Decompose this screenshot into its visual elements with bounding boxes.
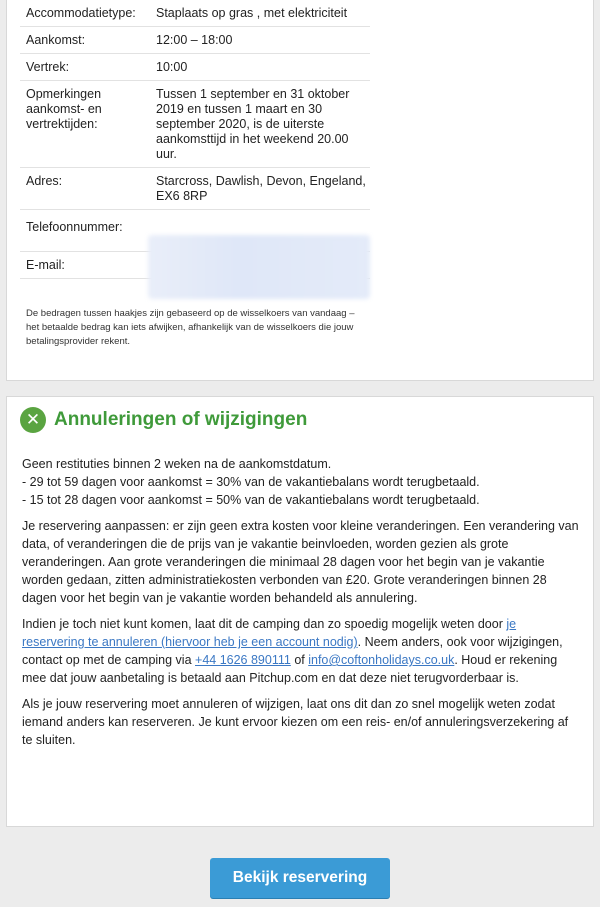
row-label: Aankomst: <box>20 27 150 54</box>
contact-paragraph <box>22 615 580 687</box>
exchange-rate-note: De bedragen tussen haakjes zijn gebaseerd op de wisselkoers van vandaag – het betaalde bedrag kan iets afwijken, afhankelijk van de wisselkoers die jouw betalingsprovider rekent. <box>26 308 355 347</box>
insurance-paragraph: Als je jouw reservering moet annuleren of wijzigen, laat ons dit dan zo snel mogelijk weten zodat iemand anders kan reserveren. Je kunt ervoor kiezen om een reis- en/of annuleringsverzekering af te sluiten. <box>22 697 569 747</box>
contact-text-4: . Houd er rekening mee dat jouw aanbetaling is betaald aan Pitchup.com en dat deze niet terugvorderbaar is. <box>22 653 558 685</box>
table-row <box>20 168 370 210</box>
refund-policy <box>22 455 580 509</box>
table-row <box>20 27 370 54</box>
contact-text-1: Indien je toch niet kunt komen, laat dit de camping dan zo spoedig mogelijk weten door <box>22 617 507 631</box>
x-circle-icon: ✕ <box>20 407 46 433</box>
cancellation-body <box>22 455 580 757</box>
cancellation-title: Annuleringen of wijzigingen <box>54 409 308 430</box>
cancel-reservation-link[interactable]: je reservering te annuleren (hiervoor heb je een account nodig) <box>22 617 517 649</box>
row-value: Staplaats op gras , met elektriciteit <box>150 0 370 27</box>
row-label: E-mail: <box>20 252 150 279</box>
row-value: Starcross, Dawlish, Devon, Engeland, EX6 8RP <box>150 168 370 210</box>
table-row <box>20 81 370 168</box>
row-label: Accommodatietype: <box>20 0 150 27</box>
contact-text-2: . Neem anders, ook voor wijzigingen, contact op met de camping via <box>22 635 563 667</box>
email-link[interactable]: info@coftonholidays.co.uk <box>308 653 455 667</box>
row-label: Telefoonnummer: <box>20 210 150 252</box>
view-reservation-button[interactable]: Bekijk reservering <box>210 858 390 898</box>
row-value: 12:00 – 18:00 <box>150 27 370 54</box>
row-value: Tussen 1 september en 31 oktober 2019 en tussen 1 maart en 30 september 2020, is de uiterste aankomsttijd in het weekend 20.00 uur. <box>150 81 370 168</box>
redacted-contact-info <box>148 235 370 299</box>
contact-text-3: of <box>290 653 309 667</box>
row-value: 10:00 <box>150 54 370 81</box>
table-row <box>20 0 370 27</box>
change-policy: Je reservering aanpassen: er zijn geen extra kosten voor kleine veranderingen. Een verandering van data, of veranderingen die de prijs van je vakantie beinvloeden, worden gezien als grote veranderingen. Aan grote veranderingen die minimaal 28 dagen voor het begin van je vakantie worden gedaan, zitten administratiekosten verbonden van £20. Grote veranderingen binnen 28 dagen voor het begin van je vakantie worden behandeld als annulering. <box>22 519 579 605</box>
table-row <box>20 54 370 81</box>
phone-link[interactable]: +44 1626 890111 <box>195 653 291 667</box>
row-label: Opmerkingen aankomst- en vertrektijden: <box>20 81 150 168</box>
refund-line-1: Geen restituties binnen 2 weken na de aankomstdatum. <box>22 457 332 471</box>
refund-line-3: - 15 tot 28 dagen voor aankomst = 50% van de vakantiebalans wordt terugbetaald. <box>22 493 480 507</box>
cancellation-header <box>20 405 307 435</box>
row-label: Adres: <box>20 168 150 210</box>
row-label: Vertrek: <box>20 54 150 81</box>
refund-line-2: - 29 tot 59 dagen voor aankomst = 30% van de vakantiebalans wordt terugbetaald. <box>22 475 480 489</box>
